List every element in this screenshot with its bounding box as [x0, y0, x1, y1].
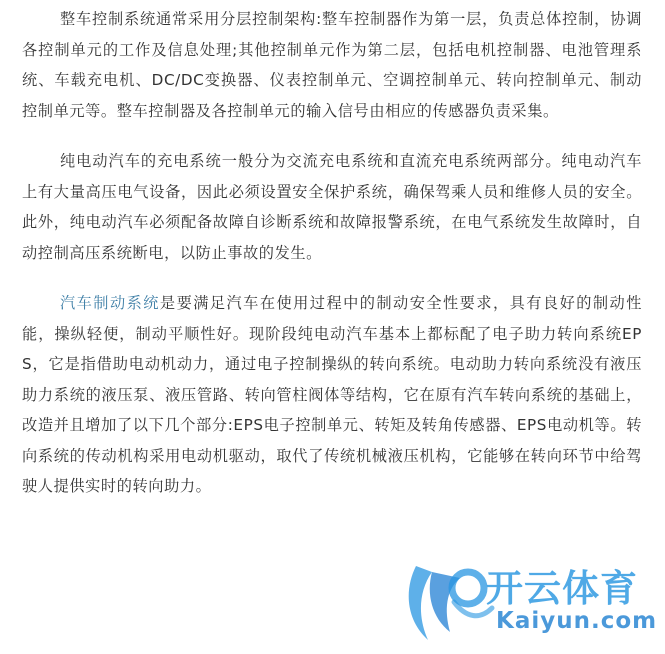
- brake-system-link[interactable]: 汽车制动系统: [60, 294, 160, 312]
- paragraph-charging-system: 纯电动汽车的充电系统一般分为交流充电系统和直流充电系统两部分。纯电动汽车上有大量高压电气设备，因此必须设置安全保护系统，确保驾乘人员和维修人员的安全。此外，纯电动汽车必须配备故障自诊断系统和故障报警系统，在电气系统发生故障时，自动控制高压系统断电，以防止事故的发生。: [22, 152, 642, 262]
- paragraph-braking-system: [22, 288, 642, 502]
- kaiyun-logo-icon: [388, 548, 498, 648]
- watermark-url: Kaiyun.com: [496, 608, 658, 634]
- article-body: [22, 4, 642, 522]
- watermark-title: 开云体育: [486, 567, 638, 610]
- paragraph-braking-text: 是要满足汽车在使用过程中的制动安全性要求，具有良好的制动性能，操纵轻便，制动平顺性好。现阶段纯电动汽车基本上都标配了电子助力转向系统EPS，它是指借助电动机动力，通过电子控制操纵的转向系统。电动助力转向系统没有液压助力系统的液压泵、液压管路、转向管柱阀体等结构，它在原有汽车转向系统的基础上，改造并且增加了以下几个部分:EPS电子控制单元、转矩及转角传感器、EPS电动机等。转向系统的传动机构采用电动机驱动，取代了传统机械液压机构，它能够在转向环节中给驾驶人提供实时的转向助力。: [22, 294, 642, 495]
- watermark: [388, 548, 658, 648]
- paragraph-vehicle-control: 整车控制系统通常采用分层控制架构:整车控制器作为第一层，负责总体控制，协调各控制单元的工作及信息处理;其他控制单元作为第二层，包括电机控制器、电池管理系统、车载充电机、DC/DC变换器、仪表控制单元、空调控制单元、转向控制单元、制动控制单元等。整车控制器及各控制单元的输入信号由相应的传感器负责采集。: [22, 10, 642, 120]
